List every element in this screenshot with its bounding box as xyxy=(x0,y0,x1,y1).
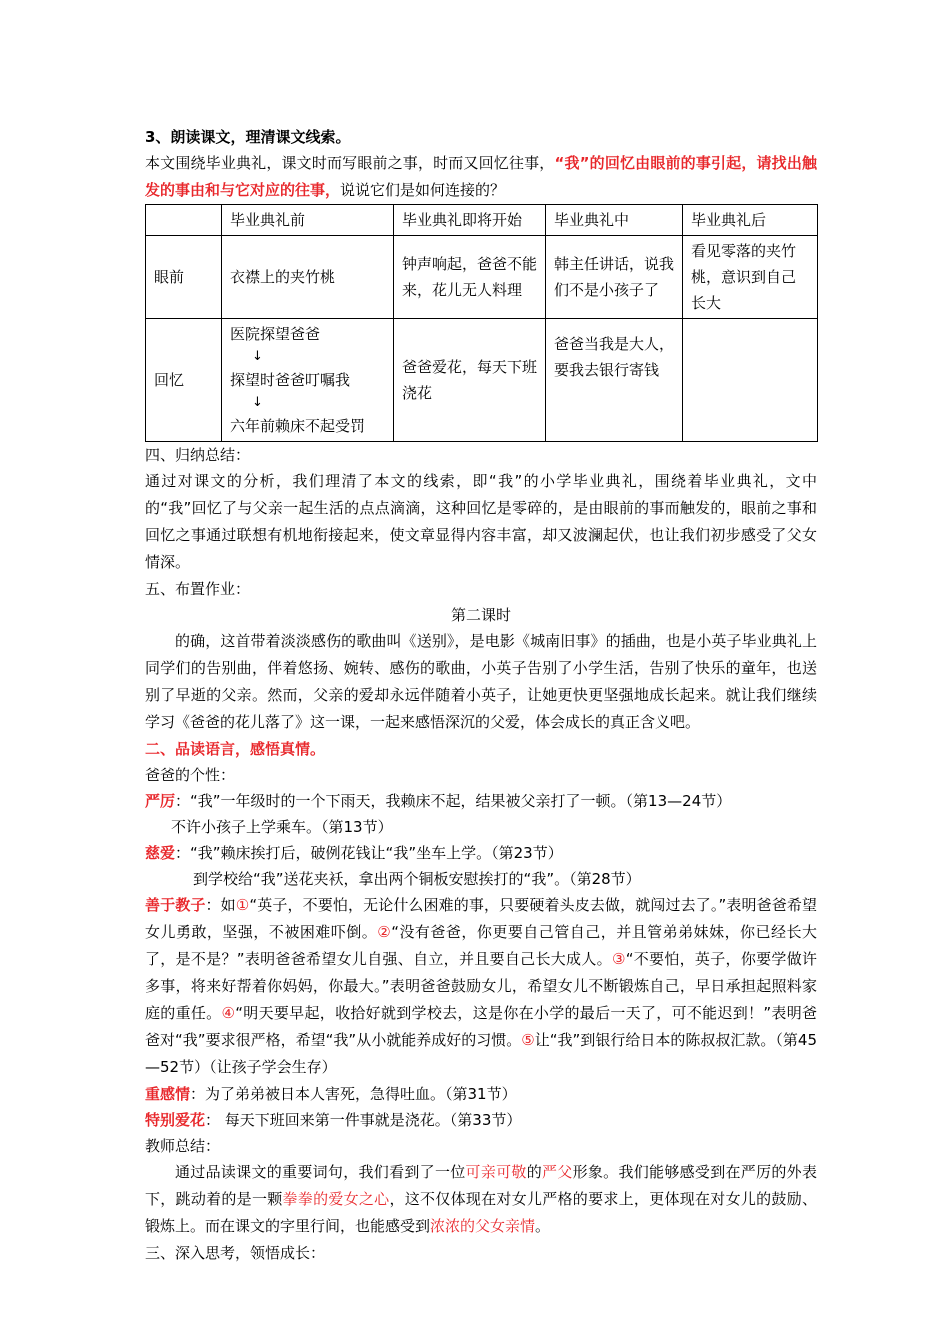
item-number: ⑤ xyxy=(521,1031,535,1049)
table-row-memory xyxy=(146,319,818,442)
table-header-cell: 毕业典礼中 xyxy=(546,205,683,236)
item-number: ① xyxy=(235,896,250,914)
table-cell: 看见零落的夹竹桃，意识到自己长大 xyxy=(683,236,818,319)
section3-heading: 3、朗读课文，理清课文线索。 xyxy=(145,128,351,146)
table-header-cell: 毕业典礼前 xyxy=(222,205,394,236)
summary-highlight: 严父 xyxy=(542,1163,573,1181)
memory-chain-item: 六年前赖床不起受罚 xyxy=(230,417,366,435)
down-arrow-icon: ↓ xyxy=(252,349,263,364)
section3-intro xyxy=(145,150,817,204)
memory-chain-cell xyxy=(222,319,394,442)
row-label-present: 眼前 xyxy=(146,236,222,319)
trait-text: 让“我”到银行给日本的陈叔叔汇款。（第45—52节）（让孩子学会生存） xyxy=(145,1031,818,1076)
teacher-summary xyxy=(145,1159,817,1240)
lesson2-intro: 的确，这首带着淡淡感伤的歌曲叫《送别》，是电影《城南旧事》的插曲，也是小英子毕业典礼上同学们的告别曲，伴着悠扬、婉转、感伤的歌曲，小英子告别了小学生活，告别了快乐的童年，也送别了早逝的父亲。然而，父亲的爱却永远伴随着小英子，让她更快更坚强地成长起来。就让我们继续学习《爸爸的花儿落了》这一课，一起来感悟深沉的父爱，体会成长的真正含义吧。 xyxy=(145,632,817,731)
trait-text: ： 每天下班回来第一件事就是浇花。（第33节） xyxy=(205,1111,522,1129)
trait-strict xyxy=(145,788,817,814)
summary-text: ，这不仅体现在对女儿严格的要求上，更体现在对女儿的鼓励、锻炼上。而在课文的字里行间，也能感受到 xyxy=(145,1190,817,1235)
document-page xyxy=(145,124,817,1266)
trait-text: “不要怕，英子，你要学做许多事，将来好帮着你妈妈，你最大。”表明爸爸鼓励女儿，希望女儿不断锻炼自己，早日承担起照料家庭的重任。 xyxy=(145,950,818,1022)
teacher-summary-heading: 教师总结： xyxy=(145,1137,221,1155)
row-label-memory: 回忆 xyxy=(146,319,222,442)
trait-text: ：“我”一年级时的一个下雨天，我赖床不起，结果被父亲打了一顿。（第13—24节） xyxy=(175,792,732,810)
intro-plain: 本文围绕毕业典礼，课文时而写眼前之事，时而又回忆往事， xyxy=(145,154,555,172)
trait-text: ：“我”赖床挨打后，破例花钱让“我”坐车上学。（第23节） xyxy=(175,844,563,862)
table-header-cell xyxy=(146,205,222,236)
trait-label: 特别爱花 xyxy=(145,1111,206,1129)
trait-label: 善于教子 xyxy=(145,896,206,914)
table-cell: 韩主任讲话，说我们不是小孩子了 xyxy=(546,236,683,319)
part3-heading: 三、深入思考，领悟成长： xyxy=(145,1244,326,1262)
table-header-cell: 毕业典礼即将开始 xyxy=(394,205,546,236)
summary-text: 形象。我们能够感受到在严厉的外表下，跳动着的是一颗 xyxy=(145,1163,817,1208)
trait-teach xyxy=(145,892,817,1081)
summary-highlight: 浓浓的父女亲情 xyxy=(430,1217,536,1235)
table-header-row xyxy=(146,205,818,236)
memory-chain-item: 医院探望爸爸 xyxy=(230,325,321,343)
trait-strict-2: 不许小孩子上学乘车。（第13节） xyxy=(171,818,393,836)
section4-text: 通过对课文的分析，我们理清了本文的线索，即“我”的小学毕业典礼，围绕着毕业典礼，文中的“我”回忆了与父亲一起生活的点点滴滴，这种回忆是零碎的，是由眼前的事而触发的，眼前之事和回忆之事通过联想有机地衔接起来，使文章显得内容丰富，却又波澜起伏，也让我们初步感受了父女情深。 xyxy=(145,472,817,571)
trait-text: ：如 xyxy=(205,896,236,914)
summary-text: 。 xyxy=(535,1217,551,1235)
trait-kind-2: 到学校给“我”送花夹袄，拿出两个铜板安慰挨打的“我”。（第28节） xyxy=(193,870,641,888)
table-cell: 衣襟上的夹竹桃 xyxy=(222,236,394,319)
trait-label: 严厉 xyxy=(145,792,176,810)
summary-highlight: 拳拳的爱女之心 xyxy=(282,1190,390,1208)
part2-heading: 二、品读语言，感悟真情。 xyxy=(145,740,326,758)
item-number: ④ xyxy=(221,1004,236,1022)
summary-text: 通过品读课文的重要词句，我们看到了一位 xyxy=(175,1163,466,1181)
table-cell: 钟声响起，爸爸不能来，花儿无人料理 xyxy=(394,236,546,319)
intro-highlight: “我”的回忆由眼前的事引起，请找出触发的事由和与它对应的往事， xyxy=(145,154,817,199)
item-number: ③ xyxy=(611,950,626,968)
trait-label: 重感情 xyxy=(145,1085,191,1103)
table-header-cell: 毕业典礼后 xyxy=(683,205,818,236)
trait-flower xyxy=(145,1107,817,1133)
trait-kind xyxy=(145,840,817,866)
trait-label: 慈爱 xyxy=(145,844,176,862)
memory-chain-item: 探望时爸爸叮嘱我 xyxy=(230,371,351,389)
trait-text: ：为了弟弟被日本人害死，急得吐血。（第31节） xyxy=(190,1085,517,1103)
table-cell: 爸爸当我是大人，要我去银行寄钱 xyxy=(546,319,683,442)
intro-question: 说说它们是如何连接的？ xyxy=(340,181,506,199)
timeline-table xyxy=(145,204,818,442)
trait-text: “明天要早起，收拾好就到学校去，这是你在小学的最后一天了，可不能迟到！”表明爸爸对“我”要求很严格，希望“我”从小就能养成好的习惯。 xyxy=(145,1004,817,1049)
trait-text: “英子，不要怕，无论什么困难的事，只要硬着头皮去做，就闯过去了。”表明爸爸希望女儿勇敢，坚强，不被困难吓倒。 xyxy=(145,896,817,941)
summary-highlight: 可亲可敬 xyxy=(465,1163,527,1181)
down-arrow-icon: ↓ xyxy=(252,395,263,410)
section4-heading: 四、归纳总结： xyxy=(145,446,251,464)
section5-heading: 五、布置作业： xyxy=(145,580,251,598)
trait-text: “没有爸爸，你更要自己管自己，并且管弟弟妹妹，你已经长大了，是不是？”表明爸爸希望女儿自强、自立，并且要自己长大成人。 xyxy=(145,923,817,968)
table-row-present xyxy=(146,236,818,319)
personality-label: 爸爸的个性： xyxy=(145,766,236,784)
trait-emotion xyxy=(145,1081,817,1107)
summary-text: 的 xyxy=(526,1163,542,1181)
table-cell xyxy=(683,319,818,442)
table-cell: 爸爸爱花，每天下班浇花 xyxy=(394,319,546,442)
lesson2-title: 第二课时 xyxy=(450,606,511,624)
item-number: ② xyxy=(377,923,392,941)
